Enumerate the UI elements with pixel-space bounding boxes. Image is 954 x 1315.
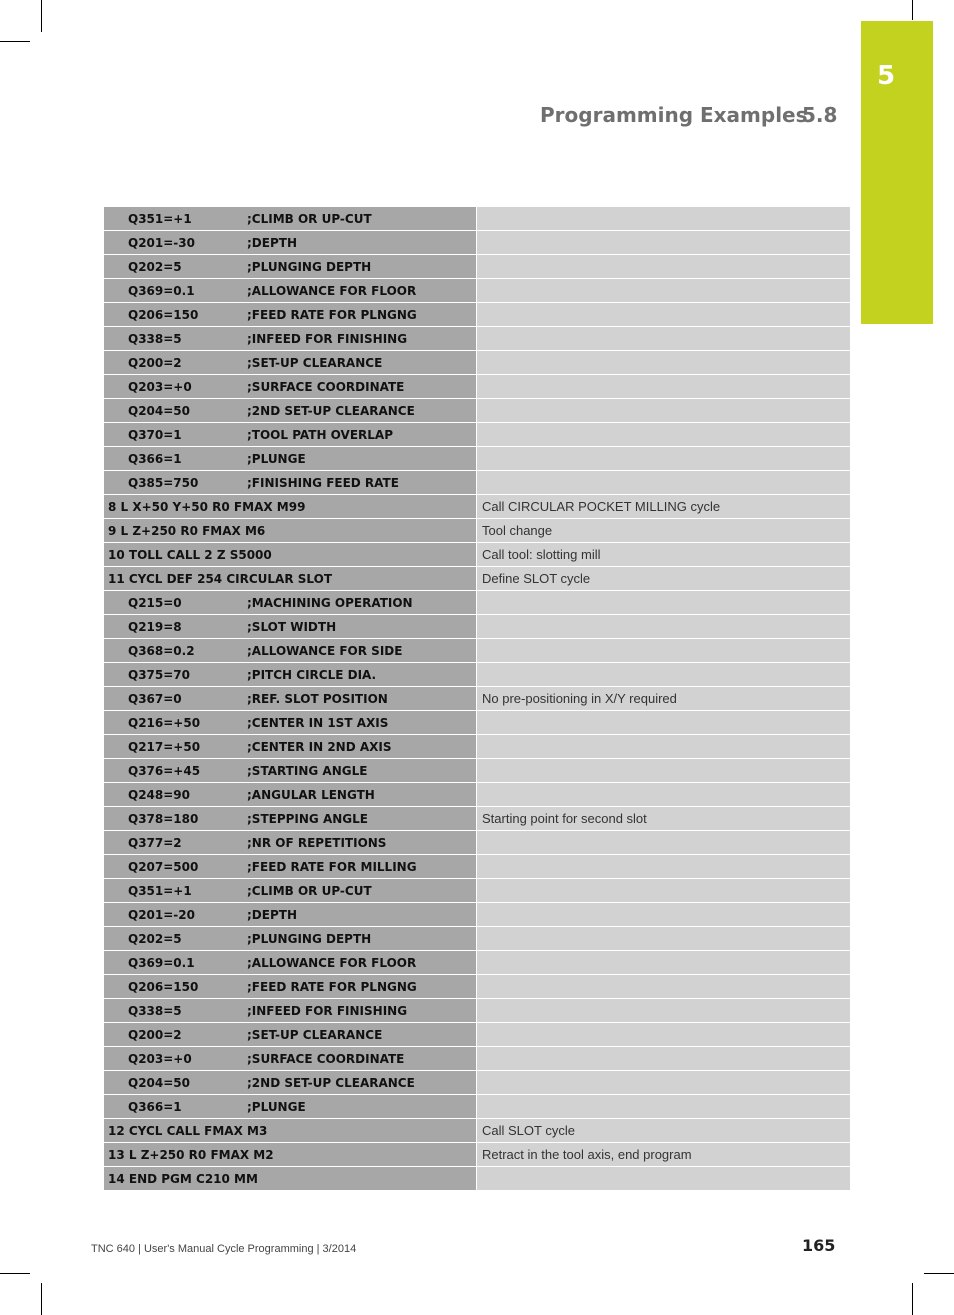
- parameter-name: ;TOOL PATH OVERLAP: [247, 427, 393, 442]
- code-cell: [104, 1047, 476, 1070]
- crop-mark: [924, 1273, 954, 1274]
- parameter-name: ;PLUNGE: [247, 1099, 306, 1114]
- crop-mark: [41, 1283, 42, 1315]
- comment-cell: [477, 879, 850, 902]
- nc-code: Q248=90: [128, 787, 191, 802]
- code-cell: [104, 807, 476, 830]
- parameter-name: ;SET-UP CLEARANCE: [247, 355, 383, 370]
- code-cell: [104, 711, 476, 734]
- nc-code: Q219=8: [128, 619, 182, 634]
- comment-cell: [477, 399, 850, 422]
- nc-code: 10 TOLL CALL 2 Z S5000: [108, 547, 272, 562]
- nc-code: 13 L Z+250 R0 FMAX M2: [108, 1147, 274, 1162]
- nc-code: 14 END PGM C210 MM: [108, 1171, 258, 1186]
- code-cell: [104, 279, 476, 302]
- code-cell: [104, 663, 476, 686]
- code-cell: [104, 1023, 476, 1046]
- table-row: [104, 351, 850, 374]
- parameter-name: ;CLIMB OR UP-CUT: [247, 883, 372, 898]
- nc-code: Q369=0.1: [128, 955, 195, 970]
- comment-cell: No pre-positioning in X/Y required: [477, 687, 850, 710]
- table-row: [104, 423, 850, 446]
- comment-cell: [477, 231, 850, 254]
- nc-code: Q366=1: [128, 1099, 182, 1114]
- code-cell: [104, 567, 476, 590]
- comment-cell: [477, 1071, 850, 1094]
- comment-cell: [477, 735, 850, 758]
- parameter-name: ;FEED RATE FOR PLNGNG: [247, 979, 417, 994]
- parameter-name: ;PITCH CIRCLE DIA.: [247, 667, 377, 682]
- table-row: [104, 711, 850, 734]
- nc-code: Q338=5: [128, 1003, 182, 1018]
- code-cell: [104, 783, 476, 806]
- crop-mark: [0, 1273, 30, 1274]
- table-row: [104, 207, 850, 230]
- parameter-name: ;2ND SET-UP CLEARANCE: [247, 1075, 415, 1090]
- comment-cell: [477, 831, 850, 854]
- code-cell: [104, 759, 476, 782]
- comment-cell: [477, 447, 850, 470]
- comment-cell: [477, 951, 850, 974]
- code-cell: [104, 207, 476, 230]
- section-number: 5.8: [802, 103, 838, 127]
- comment-cell: [477, 639, 850, 662]
- table-row: [104, 1023, 850, 1046]
- nc-code: Q216=+50: [128, 715, 201, 730]
- table-row: [104, 975, 850, 998]
- nc-code: Q204=50: [128, 1075, 191, 1090]
- comment-cell: Call CIRCULAR POCKET MILLING cycle: [477, 495, 850, 518]
- nc-code: Q215=0: [128, 595, 182, 610]
- parameter-name: ;STARTING ANGLE: [247, 763, 368, 778]
- table-row: [104, 279, 850, 302]
- comment-cell: [477, 303, 850, 326]
- comment-cell: Define SLOT cycle: [477, 567, 850, 590]
- comment-cell: Retract in the tool axis, end program: [477, 1143, 850, 1166]
- program-table: [104, 207, 850, 1191]
- table-row: [104, 1071, 850, 1094]
- nc-code: Q206=150: [128, 979, 199, 994]
- parameter-name: ;PLUNGING DEPTH: [247, 259, 372, 274]
- crop-mark: [0, 41, 30, 42]
- table-row: [104, 615, 850, 638]
- comment-cell: [477, 1095, 850, 1118]
- nc-code: Q351=+1: [128, 883, 192, 898]
- table-row: [104, 447, 850, 470]
- parameter-name: ;ALLOWANCE FOR SIDE: [247, 643, 403, 658]
- code-cell: [104, 519, 476, 542]
- nc-code: Q338=5: [128, 331, 182, 346]
- parameter-name: ;ANGULAR LENGTH: [247, 787, 375, 802]
- nc-code: Q375=70: [128, 667, 191, 682]
- nc-code: Q377=2: [128, 835, 182, 850]
- nc-code: Q207=500: [128, 859, 199, 874]
- table-row: [104, 327, 850, 350]
- table-row: [104, 567, 850, 590]
- parameter-name: ;CENTER IN 2ND AXIS: [247, 739, 392, 754]
- code-cell: [104, 231, 476, 254]
- comment-cell: [477, 663, 850, 686]
- comment-cell: [477, 375, 850, 398]
- code-cell: [104, 879, 476, 902]
- nc-code: Q201=-20: [128, 907, 195, 922]
- table-row: [104, 831, 850, 854]
- nc-code: Q206=150: [128, 307, 199, 322]
- code-cell: [104, 1143, 476, 1166]
- code-cell: [104, 855, 476, 878]
- nc-code: Q201=-30: [128, 235, 195, 250]
- parameter-name: ;SLOT WIDTH: [247, 619, 337, 634]
- code-cell: [104, 639, 476, 662]
- parameter-name: ;PLUNGING DEPTH: [247, 931, 372, 946]
- code-cell: [104, 999, 476, 1022]
- crop-mark: [912, 0, 913, 20]
- comment-cell: [477, 471, 850, 494]
- table-row: [104, 231, 850, 254]
- code-cell: [104, 399, 476, 422]
- parameter-name: ;FEED RATE FOR PLNGNG: [247, 307, 417, 322]
- nc-code: Q204=50: [128, 403, 191, 418]
- parameter-name: ;PLUNGE: [247, 451, 306, 466]
- nc-code: Q366=1: [128, 451, 182, 466]
- code-cell: [104, 975, 476, 998]
- table-row: [104, 999, 850, 1022]
- code-cell: [104, 327, 476, 350]
- crop-mark: [41, 0, 42, 32]
- crop-mark: [912, 1283, 913, 1315]
- comment-cell: Tool change: [477, 519, 850, 542]
- code-cell: [104, 927, 476, 950]
- comment-cell: [477, 975, 850, 998]
- code-cell: [104, 375, 476, 398]
- parameter-name: ;MACHINING OPERATION: [247, 595, 413, 610]
- comment-cell: [477, 279, 850, 302]
- table-row: [104, 735, 850, 758]
- page-number: 165: [802, 1236, 836, 1255]
- table-row: [104, 687, 850, 710]
- parameter-name: ;DEPTH: [247, 907, 297, 922]
- comment-cell: [477, 759, 850, 782]
- comment-cell: Call SLOT cycle: [477, 1119, 850, 1142]
- nc-code: Q367=0: [128, 691, 182, 706]
- table-row: [104, 951, 850, 974]
- comment-cell: [477, 855, 850, 878]
- nc-code: Q217=+50: [128, 739, 201, 754]
- table-row: [104, 783, 850, 806]
- parameter-name: ;2ND SET-UP CLEARANCE: [247, 403, 415, 418]
- code-cell: [104, 1071, 476, 1094]
- table-row: [104, 1119, 850, 1142]
- code-cell: [104, 831, 476, 854]
- nc-code: 9 L Z+250 R0 FMAX M6: [108, 523, 266, 538]
- code-cell: [104, 351, 476, 374]
- parameter-name: ;ALLOWANCE FOR FLOOR: [247, 283, 417, 298]
- nc-code: Q200=2: [128, 1027, 182, 1042]
- nc-code: Q370=1: [128, 427, 182, 442]
- code-cell: [104, 495, 476, 518]
- nc-code: Q203=+0: [128, 379, 192, 394]
- comment-cell: [477, 591, 850, 614]
- code-cell: [104, 951, 476, 974]
- code-cell: [104, 615, 476, 638]
- nc-code: 11 CYCL DEF 254 CIRCULAR SLOT: [108, 571, 332, 586]
- nc-code: Q378=180: [128, 811, 199, 826]
- code-cell: [104, 447, 476, 470]
- table-row: [104, 399, 850, 422]
- comment-cell: [477, 615, 850, 638]
- comment-cell: [477, 1047, 850, 1070]
- nc-code: Q385=750: [128, 475, 199, 490]
- parameter-name: ;SURFACE COORDINATE: [247, 1051, 405, 1066]
- table-row: [104, 495, 850, 518]
- code-cell: [104, 1095, 476, 1118]
- parameter-name: ;INFEED FOR FINISHING: [247, 1003, 408, 1018]
- code-cell: [104, 735, 476, 758]
- parameter-name: ;FEED RATE FOR MILLING: [247, 859, 417, 874]
- code-cell: [104, 903, 476, 926]
- comment-cell: [477, 255, 850, 278]
- table-row: [104, 903, 850, 926]
- table-row: [104, 1143, 850, 1166]
- parameter-name: ;ALLOWANCE FOR FLOOR: [247, 955, 417, 970]
- table-row: [104, 1047, 850, 1070]
- table-row: [104, 663, 850, 686]
- nc-code: Q369=0.1: [128, 283, 195, 298]
- table-row: [104, 1095, 850, 1118]
- parameter-name: ;NR OF REPETITIONS: [247, 835, 387, 850]
- table-row: [104, 519, 850, 542]
- comment-cell: [477, 207, 850, 230]
- table-row: [104, 255, 850, 278]
- parameter-name: ;STEPPING ANGLE: [247, 811, 368, 826]
- comment-cell: [477, 327, 850, 350]
- code-cell: [104, 423, 476, 446]
- table-row: [104, 303, 850, 326]
- code-cell: [104, 543, 476, 566]
- code-cell: [104, 1119, 476, 1142]
- table-row: [104, 639, 850, 662]
- table-row: [104, 927, 850, 950]
- code-cell: [104, 255, 476, 278]
- comment-cell: [477, 423, 850, 446]
- comment-cell: [477, 903, 850, 926]
- table-row: [104, 471, 850, 494]
- nc-code: Q351=+1: [128, 211, 192, 226]
- comment-cell: [477, 351, 850, 374]
- code-cell: [104, 591, 476, 614]
- nc-code: Q202=5: [128, 259, 182, 274]
- table-row: [104, 591, 850, 614]
- nc-code: Q203=+0: [128, 1051, 192, 1066]
- code-cell: [104, 1167, 476, 1190]
- table-row: [104, 375, 850, 398]
- comment-cell: [477, 1023, 850, 1046]
- table-row: [104, 807, 850, 830]
- nc-code: Q202=5: [128, 931, 182, 946]
- parameter-name: ;SET-UP CLEARANCE: [247, 1027, 383, 1042]
- parameter-name: ;CENTER IN 1ST AXIS: [247, 715, 389, 730]
- comment-cell: Starting point for second slot: [477, 807, 850, 830]
- comment-cell: Call tool: slotting mill: [477, 543, 850, 566]
- chapter-tab: [861, 21, 933, 324]
- parameter-name: ;REF. SLOT POSITION: [247, 691, 388, 706]
- table-row: [104, 1167, 850, 1190]
- parameter-name: ;FINISHING FEED RATE: [247, 475, 399, 490]
- table-row: [104, 879, 850, 902]
- nc-code: Q368=0.2: [128, 643, 195, 658]
- comment-cell: [477, 999, 850, 1022]
- parameter-name: ;INFEED FOR FINISHING: [247, 331, 408, 346]
- code-cell: [104, 303, 476, 326]
- table-row: [104, 855, 850, 878]
- table-row: [104, 759, 850, 782]
- nc-code: 12 CYCL CALL FMAX M3: [108, 1123, 268, 1138]
- footer-text: TNC 640 | User's Manual Cycle Programming | 3/2014: [91, 1243, 357, 1255]
- comment-cell: [477, 783, 850, 806]
- nc-code: 8 L X+50 Y+50 R0 FMAX M99: [108, 499, 306, 514]
- comment-cell: [477, 927, 850, 950]
- comment-cell: [477, 1167, 850, 1190]
- parameter-name: ;CLIMB OR UP-CUT: [247, 211, 372, 226]
- chapter-number: 5: [876, 61, 896, 91]
- page-title: Programming Examples: [540, 103, 808, 127]
- comment-cell: [477, 711, 850, 734]
- nc-code: Q376=+45: [128, 763, 201, 778]
- nc-code: Q200=2: [128, 355, 182, 370]
- parameter-name: ;SURFACE COORDINATE: [247, 379, 405, 394]
- code-cell: [104, 687, 476, 710]
- parameter-name: ;DEPTH: [247, 235, 297, 250]
- table-row: [104, 543, 850, 566]
- code-cell: [104, 471, 476, 494]
